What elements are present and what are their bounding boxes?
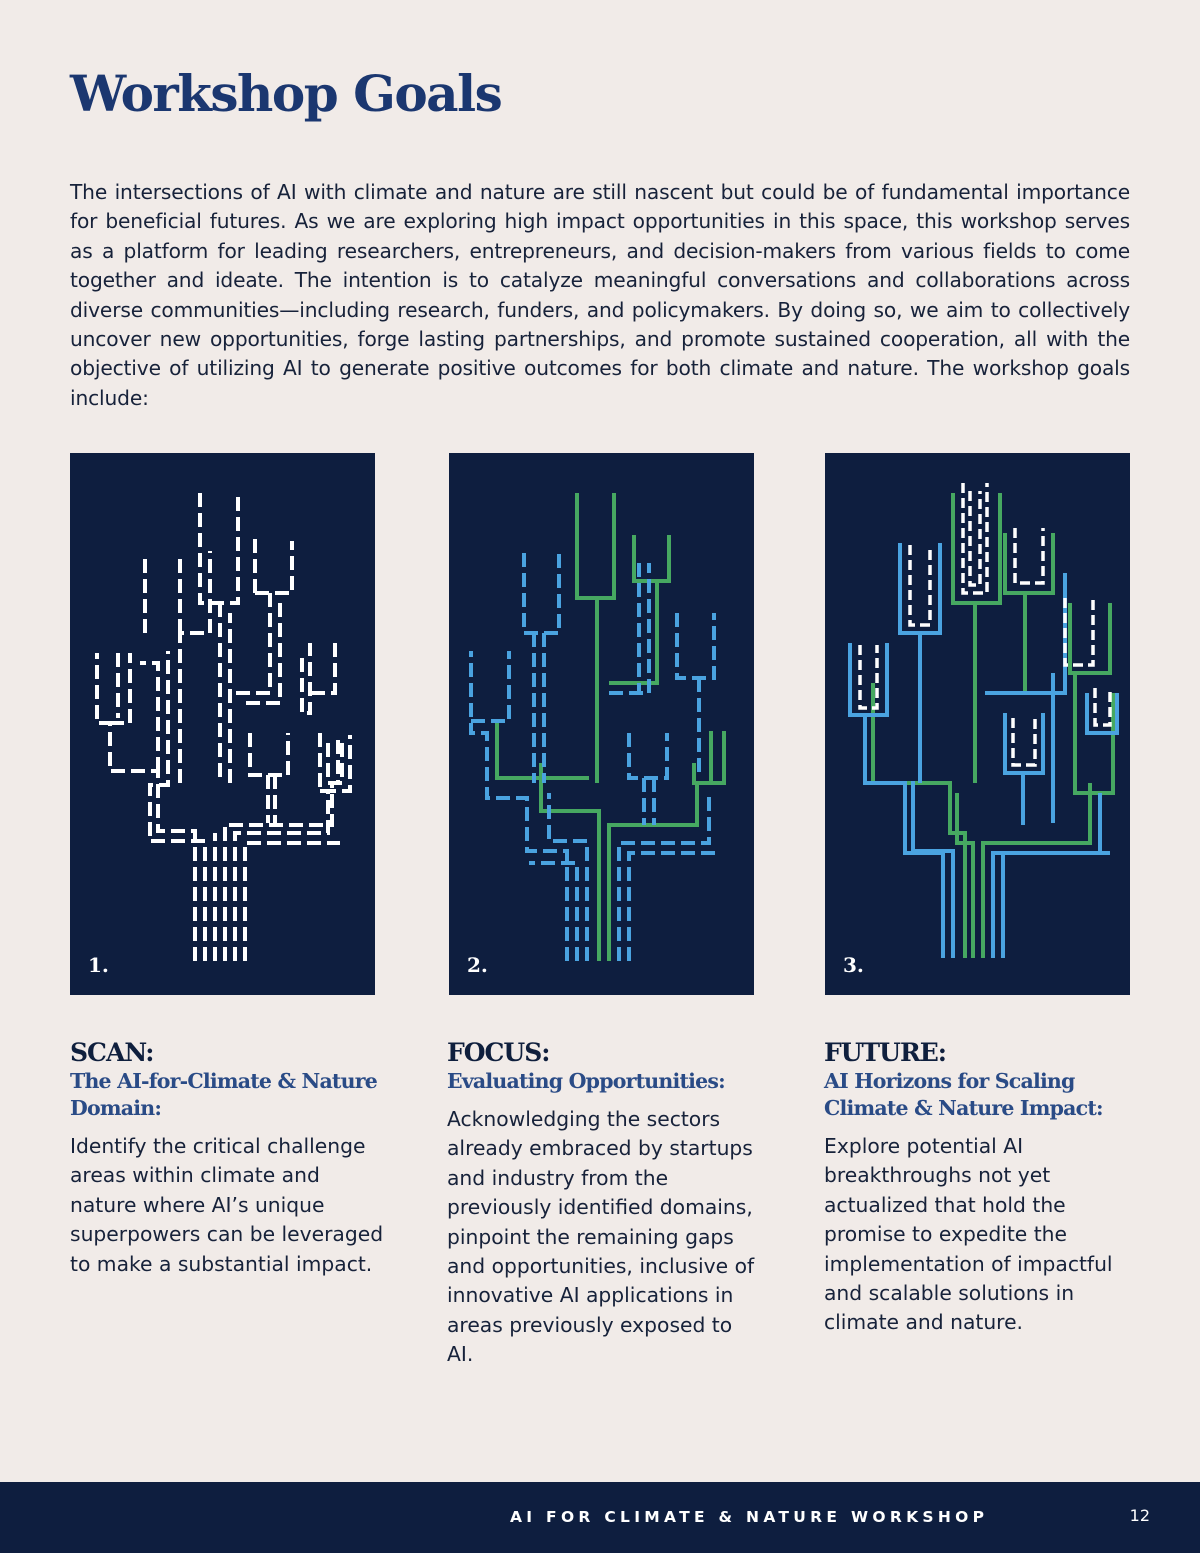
page-footer [0,1482,1200,1553]
intro-paragraph: The intersections of AI with climate and nature are still nascent but could be of fundamental importance for beneficial futures. As we are exploring high impact opportunities in this space, this workshop serves as a platform for leading researchers, entrepreneurs, and decision-makers from various fields to come together and ideate. The intention is to catalyze meaningful conversations and collaborations across diverse communities—including research, funders, and policymakers. By doing so, we aim to collectively uncover new opportunities, forge lasting partnerships, and promote sustained cooperation, all with the objective of utilizing AI to generate positive outcomes for both climate and nature. The workshop goals include: [70,180,1130,410]
scan-tree-illustration [70,453,375,995]
goal-title: SCAN: [70,1038,154,1067]
focus-tree-svg [449,453,754,995]
page-number: 12 [1129,1506,1150,1525]
goal-body: Acknowledging the sectors already embraced by startups and industry from the previously identified domains, pinpoint the remaining gaps and opportunities, inclusive of innovative AI applications in areas previously exposed to AI. [447,1107,755,1367]
focus-tree-illustration [449,453,754,995]
goal-subtitle: Evaluating Opportunities: [447,1069,725,1093]
goal-focus [447,1038,757,1370]
goal-title: FUTURE: [824,1038,947,1067]
future-tree-svg [825,453,1130,995]
goal-scan [70,1038,385,1279]
goal-future [824,1038,1124,1338]
goal-number: 2. [467,953,488,977]
goal-body: Explore potential AI breakthroughs not yet actualized that hold the promise to expedite the implementation of impactful and scalable solutions in climate and nature. [824,1134,1113,1335]
future-tree-illustration [825,453,1130,995]
goal-body: Identify the critical challenge areas within climate and nature where AI’s unique superpowers can be leveraged to make a substantial impact. [70,1134,384,1276]
scan-tree-svg [70,453,375,995]
goal-subtitle: AI Horizons for Scaling Climate & Nature Impact: [824,1069,1103,1120]
goal-number: 1. [88,953,109,977]
footer-label: AI FOR CLIMATE & NATURE WORKSHOP [510,1508,989,1526]
goal-title: FOCUS: [447,1038,550,1067]
page-title: Workshop Goals [70,64,502,123]
goal-subtitle: The AI-for-Climate & Nature Domain: [70,1069,377,1120]
goal-number: 3. [843,953,864,977]
